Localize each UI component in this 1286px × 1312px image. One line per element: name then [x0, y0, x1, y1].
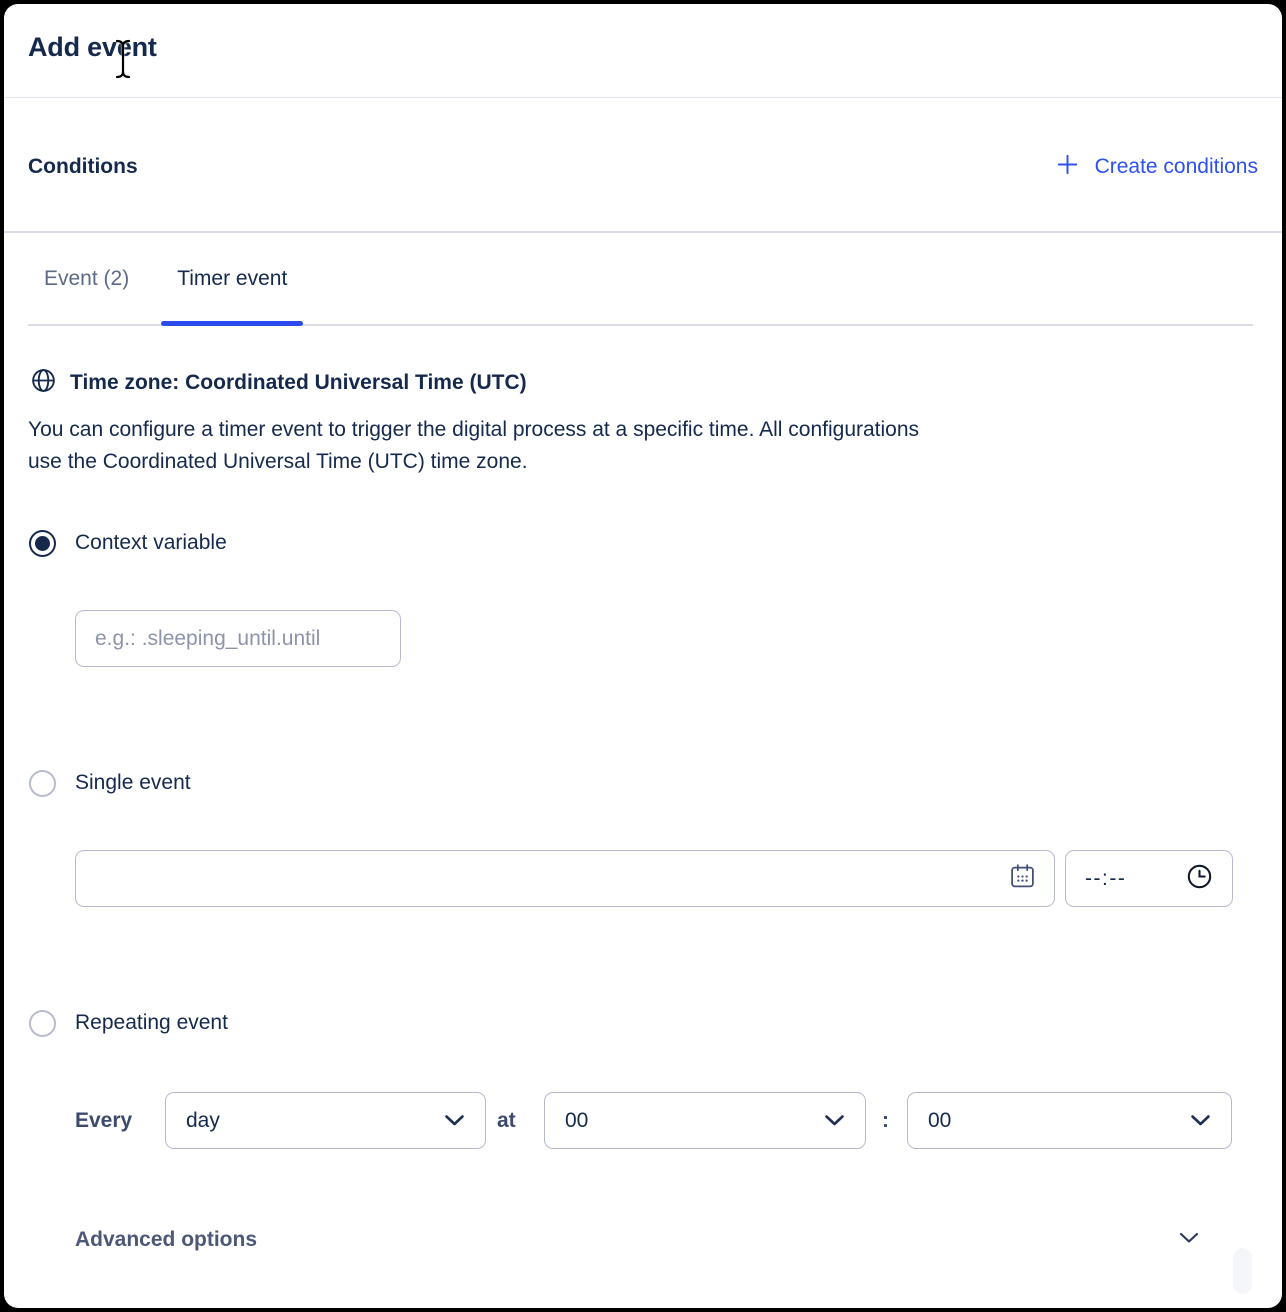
chevron-down-icon [444, 1109, 465, 1133]
hour-select-value: 00 [565, 1108, 589, 1132]
date-input-box[interactable] [75, 850, 1055, 907]
radio-repeating-event[interactable] [29, 1009, 228, 1037]
timer-description-line2: use the Coordinated Universal Time (UTC) time zone. [28, 450, 528, 473]
context-variable-label: Context variable [75, 531, 227, 554]
radio-button[interactable] [29, 1010, 56, 1037]
clock-icon [1186, 863, 1213, 895]
advanced-options-toggle[interactable] [75, 1220, 1199, 1260]
chevron-down-icon [824, 1109, 845, 1133]
radio-button-selected[interactable] [29, 530, 56, 557]
chevron-down-icon [1179, 1231, 1199, 1249]
repeating-event-label: Repeating event [75, 1011, 228, 1034]
calendar-icon [1009, 863, 1036, 895]
timezone-row [30, 364, 527, 402]
page-title: Add event [28, 32, 157, 62]
single-event-label: Single event [75, 771, 191, 794]
timer-description [28, 414, 1248, 478]
repeating-config-row [4, 1092, 1282, 1149]
plus-icon [1055, 152, 1080, 183]
timer-description-line1: You can configure a timer event to trigger the digital process at a specific time. All configurations [28, 418, 920, 441]
conditions-heading: Conditions [28, 155, 138, 178]
time-input-box[interactable] [1065, 850, 1233, 907]
every-label: Every [75, 1108, 133, 1132]
timezone-label: Time zone: Coordinated Universal Time (UTC) [70, 371, 527, 394]
interval-select[interactable] [165, 1092, 486, 1149]
text-cursor-icon [111, 37, 135, 86]
time-separator: : [882, 1108, 889, 1132]
interval-select-value: day [186, 1108, 220, 1132]
add-event-dialog [4, 4, 1282, 1308]
context-variable-input[interactable] [75, 610, 401, 667]
create-conditions-label: Create conditions [1094, 155, 1258, 178]
globe-icon [30, 367, 57, 399]
conditions-section [28, 143, 1258, 191]
hour-select[interactable] [544, 1092, 866, 1149]
minute-select-value: 00 [928, 1108, 952, 1132]
radio-context-variable[interactable] [29, 529, 227, 557]
minute-select[interactable] [907, 1092, 1232, 1149]
scrollbar-thumb[interactable] [1233, 1248, 1252, 1294]
tab-bar [28, 233, 1253, 326]
time-value: --:-- [1085, 866, 1127, 890]
date-input[interactable] [94, 867, 1009, 891]
radio-single-event[interactable] [29, 769, 191, 797]
advanced-options-label: Advanced options [75, 1228, 258, 1251]
radio-button[interactable] [29, 770, 56, 797]
tab-event[interactable]: Event (2) [28, 233, 145, 324]
at-label: at [497, 1108, 516, 1132]
header-divider [4, 97, 1282, 98]
chevron-down-icon [1190, 1109, 1211, 1133]
create-conditions-button[interactable] [1055, 152, 1258, 183]
tab-timer-event[interactable]: Timer event [161, 233, 303, 324]
